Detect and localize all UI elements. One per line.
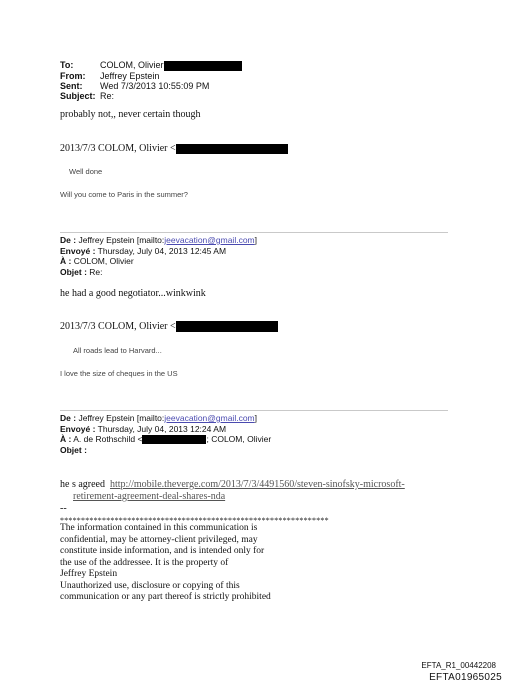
envoye-label: Envoyé :	[60, 423, 96, 434]
from-label: From:	[60, 70, 86, 81]
envoye-row	[60, 246, 460, 257]
article-link-continued[interactable]: retirement-agreement-deal-shares-nda	[73, 491, 226, 502]
objet-label: Objet :	[60, 444, 87, 455]
quote-1-line-1: Well done	[69, 167, 103, 176]
signature-dashes: --	[60, 503, 67, 514]
subject-value: Re:	[100, 90, 115, 101]
a-row	[60, 434, 460, 445]
redaction-box	[176, 321, 278, 332]
disclaimer	[60, 523, 360, 604]
signature-stars: ****************************************************************	[60, 516, 329, 525]
quote-1-attribution	[60, 143, 288, 154]
sent-value: Wed 7/3/2013 10:55:09 PM	[100, 80, 210, 91]
message-2: he had a good negotiator...winkwink	[60, 288, 206, 299]
from-row	[60, 71, 360, 81]
to-value: COLOM, Olivier	[100, 60, 164, 70]
message-3-line-1	[60, 479, 460, 491]
message-3	[60, 479, 460, 527]
email-link[interactable]: jeevacation@gmail.com	[164, 413, 255, 423]
objet-row	[60, 445, 460, 456]
de-label: De :	[60, 235, 77, 245]
quote-1-line-2: Will you come to Paris in the summer?	[60, 190, 188, 199]
email-link[interactable]: jeevacation@gmail.com	[164, 235, 255, 245]
subject-label: Subject:	[60, 90, 96, 101]
de-row	[60, 413, 460, 424]
disclaimer-line: The information contained in this communication is	[60, 523, 258, 533]
redaction-box	[142, 435, 206, 444]
de-close: ]	[254, 413, 258, 423]
a-value: COLOM, Olivier	[73, 256, 134, 266]
a-value: A. de Rothschild <	[73, 434, 143, 444]
message-3-text: he s agreed	[60, 479, 105, 490]
forward-header-1	[60, 235, 460, 277]
redaction-box	[176, 144, 288, 154]
disclaimer-line: communication or any part thereof is strictly prohibited	[60, 592, 271, 602]
de-close: ]	[254, 235, 258, 245]
de-row	[60, 235, 460, 246]
email-header	[60, 60, 360, 101]
subject-row	[60, 91, 360, 101]
article-link[interactable]: http://mobile.theverge.com/2013/7/3/4491560/steven-sinofsky-microsoft-	[109, 479, 405, 490]
divider	[60, 232, 448, 233]
divider	[60, 410, 448, 411]
disclaimer-line: constitute inside information, and is intended only for	[60, 546, 265, 556]
a-label: À :	[60, 256, 72, 266]
document-id-2: EFTA01965025	[429, 672, 502, 683]
quote-2-line-1: All roads lead to Harvard...	[73, 346, 162, 355]
quote-2-attribution-text: 2013/7/3 COLOM, Olivier <	[60, 321, 176, 332]
disclaimer-line: Jeffrey Epstein	[60, 569, 118, 579]
to-label: To:	[60, 60, 74, 70]
objet-label: Objet :	[60, 266, 87, 277]
objet-row	[60, 267, 460, 278]
a-row	[60, 256, 460, 267]
to-row	[60, 60, 360, 71]
a-value-2: ; COLOM, Olivier	[206, 434, 272, 444]
envoye-value: Thursday, July 04, 2013 12:24 AM	[97, 423, 227, 434]
envoye-value: Thursday, July 04, 2013 12:45 AM	[97, 245, 227, 256]
forward-header-2	[60, 413, 460, 455]
disclaimer-line: confidential, may be attorney-client privileged, may	[60, 534, 258, 545]
quote-1-attribution-text: 2013/7/3 COLOM, Olivier <	[60, 143, 176, 154]
message-3-line-2	[60, 491, 460, 503]
message-1: probably not,, never certain though	[60, 109, 201, 120]
sent-label: Sent:	[60, 80, 83, 91]
envoye-row	[60, 424, 460, 435]
quote-2-line-2: I love the size of cheques in the US	[60, 369, 178, 378]
a-label: À :	[60, 434, 72, 444]
objet-value: Re:	[89, 266, 103, 277]
disclaimer-line: Unauthorized use, disclosure or copying of this	[60, 580, 240, 591]
envoye-label: Envoyé :	[60, 245, 96, 256]
disclaimer-line: the use of the addressee. It is the property of	[60, 557, 229, 568]
quote-2-attribution	[60, 321, 278, 332]
from-value: Jeffrey Epstein	[100, 70, 160, 81]
sent-row	[60, 81, 360, 91]
de-name: Jeffrey Epstein [mailto:	[78, 413, 165, 423]
de-name: Jeffrey Epstein [mailto:	[78, 235, 165, 245]
redaction-box	[164, 61, 242, 71]
document-id-1: EFTA_R1_00442208	[421, 661, 496, 670]
de-label: De :	[60, 413, 77, 423]
